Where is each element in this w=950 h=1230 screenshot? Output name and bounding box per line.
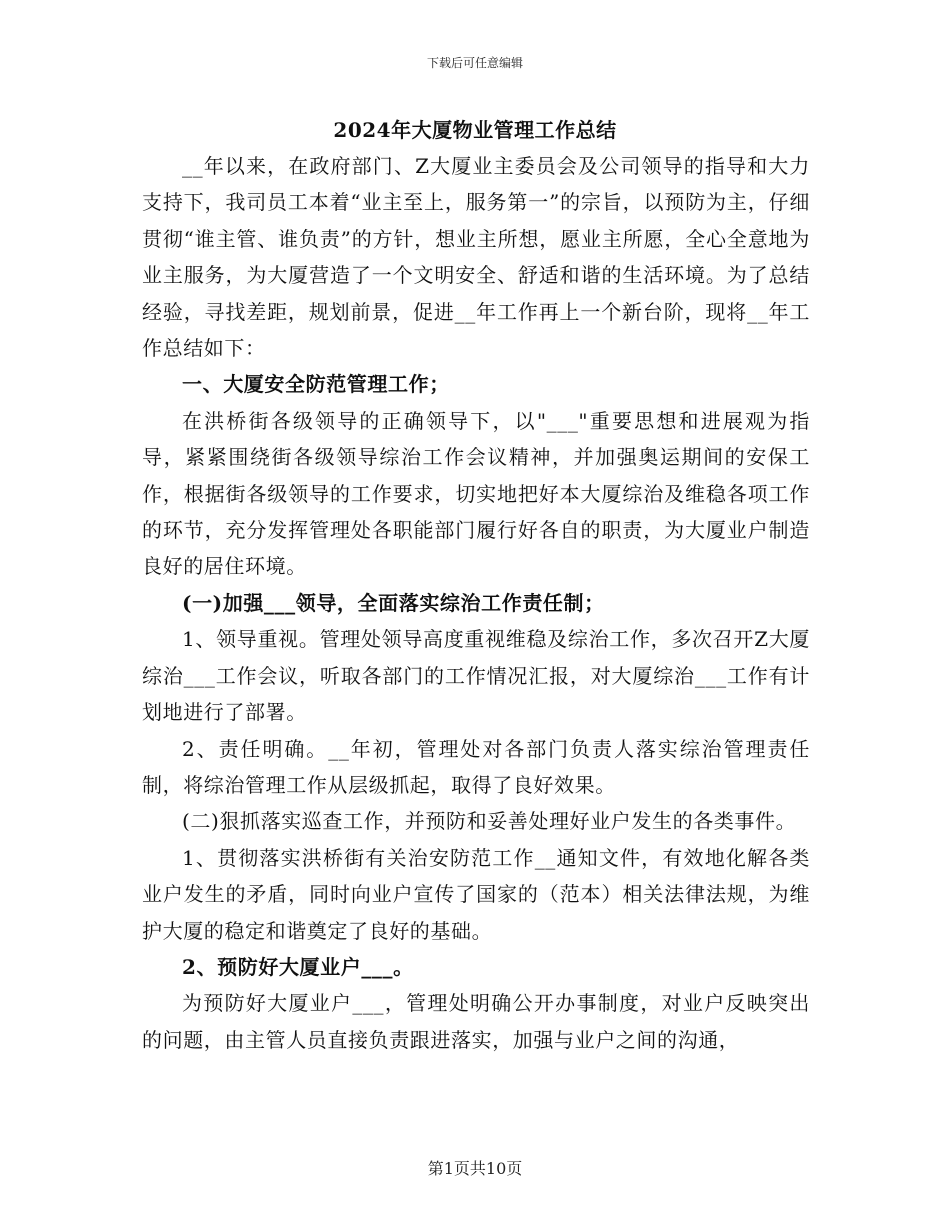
download-note: 下载后可任意编辑 (426, 56, 523, 70)
item-heading-2: 2、预防好大厦业户___。 (182, 954, 414, 979)
section-heading-1: 一、大厦安全防范管理工作； (182, 372, 450, 397)
item-paragraph-3: 1、贯彻落实洪桥街有关治安防范工作__通知文件，有效地化解各类业户发生的矛盾，同时向业户宣传了国家的（范本）相关法律法规，为维护大厦的稳定和谐奠定了良好的基础。 (142, 845, 810, 943)
section-1-paragraph: 在洪桥街各级领导的正确领导下，以"___"重要思想和进展观为指导，紧紧围绕街各级领导综治工作会议精神，并加强奥运期间的安保工作，根据街各级领导的工作要求，切实地把好本大厦综治及维稳各项工作的环节，充分发挥管理处各职能部门履行好各自的职责，为大厦业户制造良好的居住环境。 (142, 408, 810, 579)
intro-paragraph: __年以来，在政府部门、Z大厦业主委员会及公司领导的指导和大力支持下，我司员工本着“业主至上，服务第一”的宗旨，以预防为主，仔细贯彻“谁主管、谁负责”的方针，想业主所想，愿业主所愿，全心全意地为业主服务，为大厦营造了一个文明安全、舒适和谐的生活环境。为了总结经验，寻找差距，规划前景，促进__年工作再上一个新台阶，现将__年工作总结如下： (142, 154, 810, 361)
subsection-paragraph-2: (二)狠抓落实巡查工作，并预防和妥善处理好业户发生的各类事件。 (182, 809, 797, 834)
page-number: 第1页共10页 (427, 1159, 523, 1178)
item-paragraph-4: 为预防好大厦业户___，管理处明确公开办事制度，对业户反映突出的问题，由主管人员直接负责跟进落实，加强与业户之间的沟通， (142, 991, 810, 1052)
document-body (142, 148, 810, 1058)
document-title: 2024年大厦物业管理工作总结 (333, 118, 617, 142)
subsection-heading-1: (一)加强___领导，全面落实综治工作责任制； (182, 590, 605, 615)
item-paragraph-2: 2、责任明确。__年初，管理处对各部门负责人落实综治管理责任制，将综治管理工作从层级抓起，取得了良好效果。 (142, 736, 810, 797)
item-paragraph-1: 1、领导重视。管理处领导高度重视维稳及综治工作，多次召开Z大厦综治___工作会议，听取各部门的工作情况汇报，对大厦综治___工作有计划地进行了部署。 (142, 627, 810, 725)
